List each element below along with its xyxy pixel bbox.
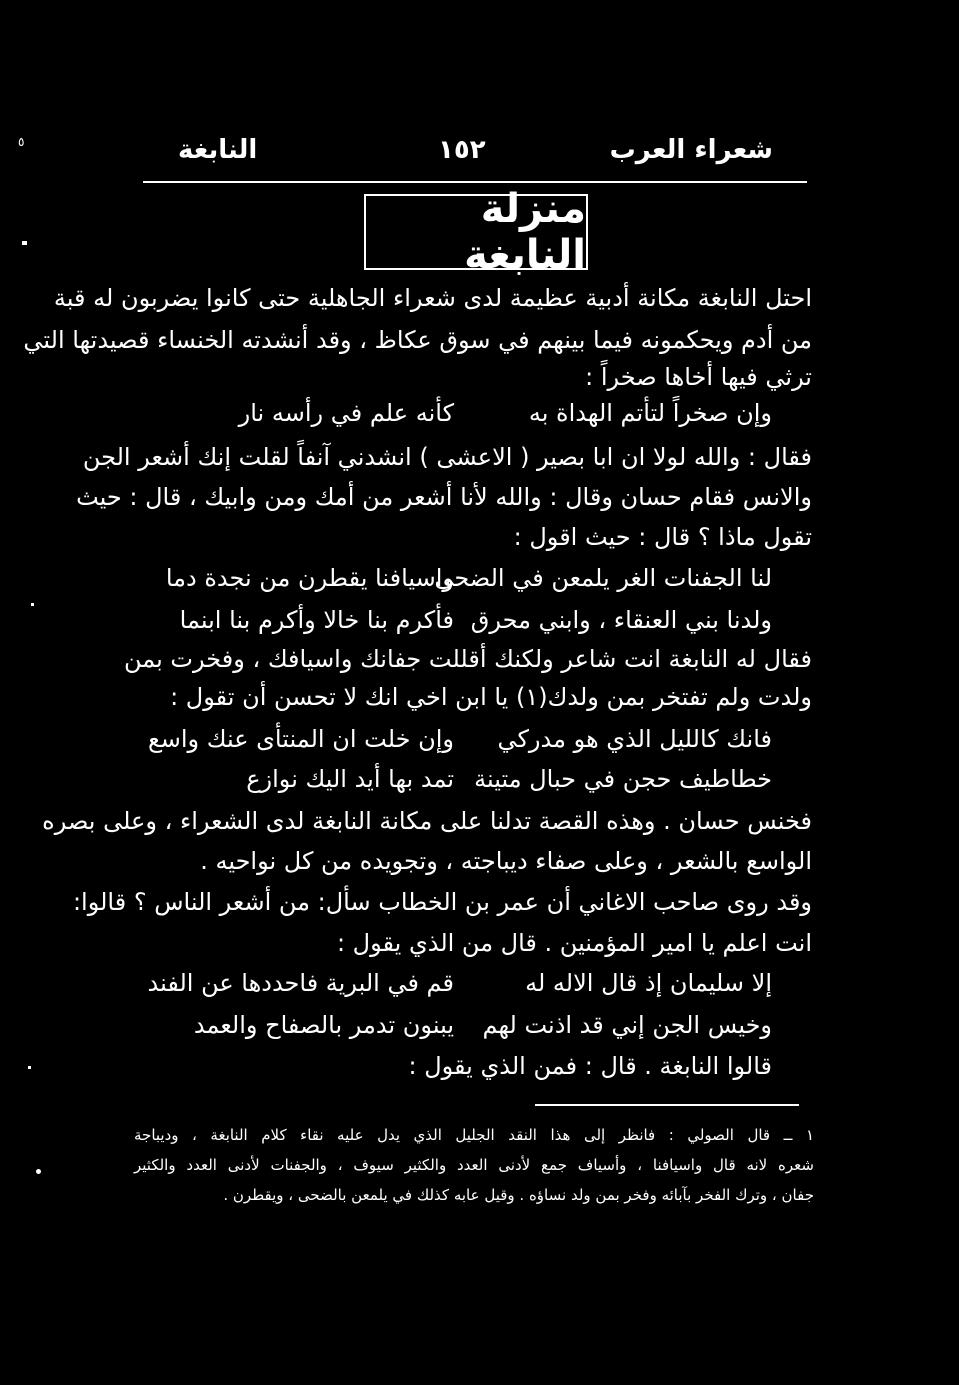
running-head-poet: النابغة: [178, 135, 258, 165]
verse-hemistich-left: وإن خلت ان المنتأى عنك واسع: [147, 725, 454, 753]
margin-mark: ٥: [18, 135, 25, 149]
verse-hemistich-right: ولدنا بني العنقاء ، وابني محرق: [470, 606, 772, 634]
text-line: انت اعلم يا امير المؤمنين . قال من الذي يقول :: [336, 929, 812, 957]
verse-hemistich-left: يبنون تدمر بالصفاح والعمد: [193, 1011, 454, 1039]
margin-dot: [36, 1169, 41, 1174]
margin-dot: [28, 1066, 31, 1069]
verse-hemistich-right: فانك كالليل الذي هو مدركي: [497, 725, 772, 753]
text-line: ولدت ولم تفتخر بمن ولدك(١) يا ابن اخي انك لا تحسن أن تقول :: [170, 683, 812, 711]
page-number: ١٥٢: [438, 135, 486, 165]
verse-hemistich-right: خطاطيف حجن في حبال متينة: [474, 765, 772, 793]
verse-hemistich-right: إلا سليمان إذ قال الاله له: [525, 969, 772, 997]
footnote-line: جفان ، وترك الفخر بآبائه وفخر بمن ولد نساؤه . وقيل عابه كذلك في يلمعن بالضحى ، ويقطرن .: [223, 1186, 814, 1204]
verse-hemistich-right: لنا الجفنات الغر يلمعن في الضحى: [434, 564, 772, 592]
margin-dot: [31, 603, 34, 606]
verse-hemistich-left: كأنه علم في رأسه نار: [238, 399, 454, 427]
verse-hemistich-right: وإن صخراً لتأتم الهداة به: [528, 399, 772, 427]
text-line: احتل النابغة مكانة أدبية عظيمة لدى شعراء الجاهلية حتى كانوا يضربون له قبة: [53, 284, 812, 312]
footnote-rule: [535, 1104, 799, 1106]
footnote-line: ١ ــ قال الصولي : فانظر إلى هذا النقد الجليل الذي يدل عليه نقاء كلام النابغة ، وديباجة: [134, 1126, 814, 1144]
text-line: قالوا النابغة . قال : فمن الذي يقول :: [408, 1052, 772, 1080]
text-line: فقال له النابغة انت شاعر ولكنك أقللت جفانك واسيافك ، وفخرت بمن: [123, 645, 812, 673]
footnote-line: شعره لانه قال واسيافنا ، وأسياف جمع لأدنى العدد والكثير سيوف ، والجفنات لأدنى العدد والكثير: [134, 1156, 814, 1174]
text-line: تقول ماذا ؟ قال : حيث اقول :: [513, 523, 812, 551]
text-line: الواسع بالشعر ، وعلى صفاء ديباجته ، وتجويده من كل نواحيه .: [200, 847, 812, 875]
verse-hemistich-left: واسيافنا يقطرن من نجدة دما: [165, 564, 454, 592]
verse-hemistich-left: قم في البرية فاحددها عن الفند: [147, 969, 454, 997]
text-line: فقال : والله لولا ان ابا بصير ( الاعشى ) انشدني آنفاً لقلت إنك أشعر الجن: [82, 443, 812, 471]
verse-hemistich-left: فأكرم بنا خالا وأكرم بنا ابنما: [179, 606, 454, 634]
section-title-box: [364, 186, 588, 278]
margin-dot: [22, 241, 27, 245]
running-head-book-title: شعراء العرب: [609, 135, 773, 165]
text-line: ترثي فيها أخاها صخراً :: [585, 363, 812, 391]
text-line: فخنس حسان . وهذه القصة تدلنا على مكانة النابغة لدى الشعراء ، وعلى بصره: [42, 807, 812, 835]
section-title: منزلة النابغة: [464, 186, 586, 278]
text-line: من أدم ويحكمونه فيما بينهم في سوق عكاظ ، وقد أنشدته الخنساء قصيدتها التي: [23, 326, 812, 354]
header-rule: [143, 181, 807, 183]
verse-hemistich-left: تمد بها أيد اليك نوازع: [246, 765, 454, 793]
verse-hemistich-right: وخيس الجن إني قد اذنت لهم: [482, 1011, 772, 1039]
text-line: والانس فقام حسان وقال : والله لأنا أشعر من أمك ومن وابيك ، قال : حيث: [76, 483, 812, 511]
text-line: وقد روى صاحب الاغاني أن عمر بن الخطاب سأل: من أشعر الناس ؟ قالوا:: [72, 888, 812, 916]
